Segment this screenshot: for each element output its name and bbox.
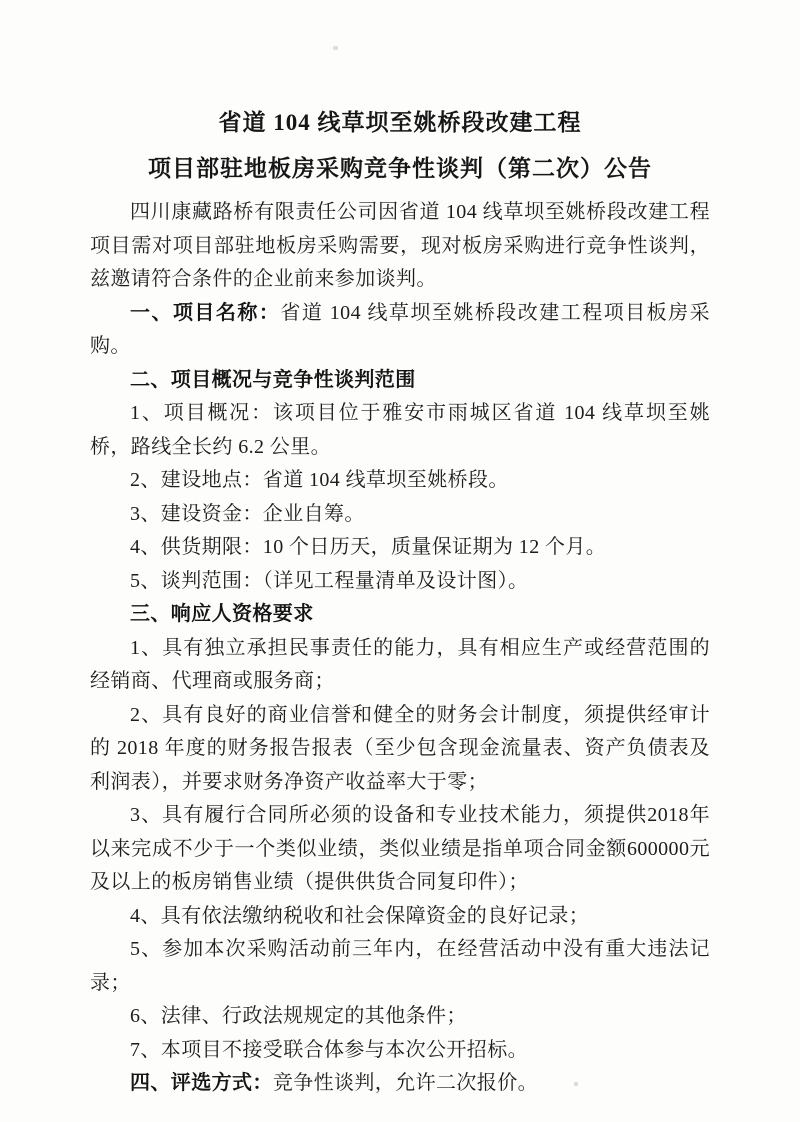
section-4-label: 四、评选方式： <box>130 1072 273 1094</box>
section-3-item: 5、参加本次采购活动前三年内，在经营活动中没有重大违法记录； <box>90 938 710 994</box>
section-2-item: 2、建设地点：省道 104 线草坝至姚桥段。 <box>130 469 509 491</box>
section-2-item: 5、谈判范围：（详见工程量清单及设计图）。 <box>130 569 529 592</box>
section-4-text: 竞争性谈判，允许二次报价。 <box>272 1072 539 1094</box>
section-3-item: 3、具有履行合同所必须的设备和专业技术能力，须提供2018年以来完成不少于一个类似业绩，类似业绩是指单项合同金额600000元及以上的板房销售业绩（提供供货合同复印件）； <box>90 804 710 893</box>
intro-paragraph: 四川康藏路桥有限责任公司因省道 104 线草坝至姚桥段改建工程项目需对项目部驻地板房采购需要，现对板房采购进行竞争性谈判，兹邀请符合条件的企业前来参加谈判。 <box>90 201 710 290</box>
section-4-evaluation <box>90 1067 710 1101</box>
section-3-item: 7、本项目不接受联合体参与本次公开招标。 <box>130 1038 528 1061</box>
title-line-2: 项目部驻地板房采购竞争性谈判（第二次）公告 <box>148 156 652 181</box>
section-1-text: 省道 104 线草坝至姚桥段改建工程项目板房采购。 <box>90 301 710 357</box>
section-2-item: 1、项目概况：该项目位于雅安市雨城区省道 104 线草坝至姚桥，路线全长约 6.2 公里。 <box>90 402 710 458</box>
section-2-heading: 二、项目概况与竞争性谈判范围 <box>130 368 416 391</box>
section-3-item: 2、具有良好的商业信誉和健全的财务会计制度，须提供经审计的 2018 年度的财务报告报表（至少包含现金流量表、资产负债表及利润表），并要求财务净资产收益率大于零； <box>90 703 710 793</box>
section-2-item: 3、建设资金：企业自筹。 <box>130 502 365 525</box>
document-title <box>90 100 710 192</box>
section-1-label: 一、项目名称： <box>130 301 281 324</box>
section-2-item: 4、供货期限：10 个日历天，质量保证期为 12 个月。 <box>130 536 607 558</box>
scan-speck <box>333 46 338 50</box>
section-3-item: 4、具有依法缴纳税收和社会保障资金的良好记录； <box>130 904 590 927</box>
section-3-item: 6、法律、行政法规规定的其他条件； <box>130 1005 467 1027</box>
section-3-item: 1、具有独立承担民事责任的能力，具有相应生产或经营范围的经销商、代理商或服务商； <box>90 636 710 692</box>
title-line-1: 省道 104 线草坝至姚桥段改建工程 <box>218 110 582 135</box>
section-1-project-name <box>90 297 710 364</box>
section-3-heading: 三、响应人资格要求 <box>130 603 314 625</box>
document-body <box>90 196 710 1101</box>
document-content <box>90 100 710 1101</box>
